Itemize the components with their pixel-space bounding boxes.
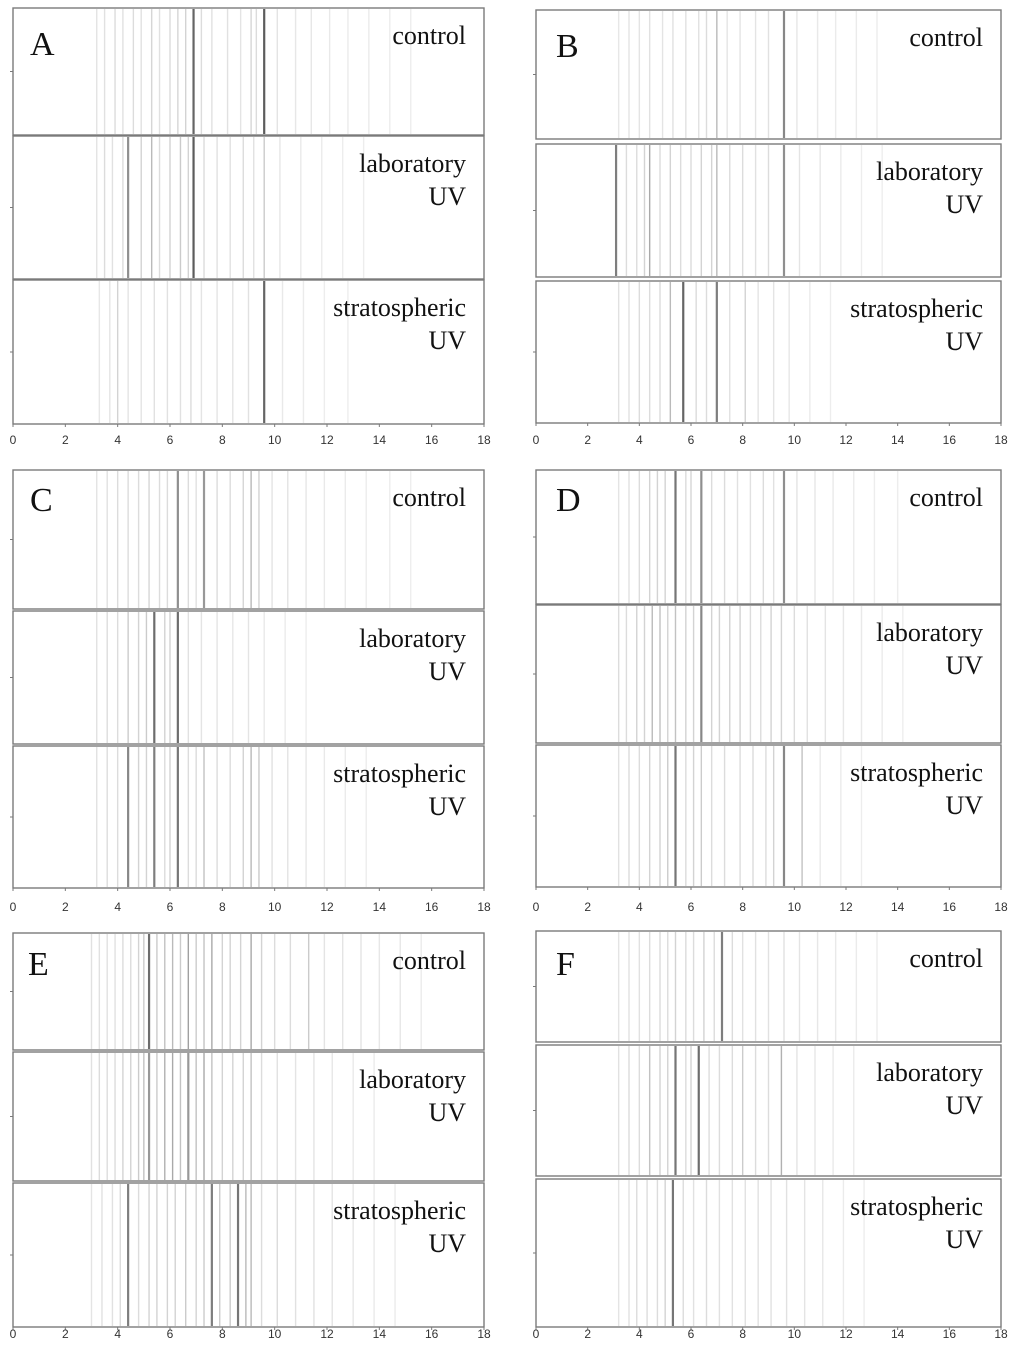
lane (10, 611, 484, 744)
lane-label: stratospheric (850, 758, 983, 787)
panel-e (10, 933, 491, 1341)
lane (533, 10, 1001, 139)
x-tick-label: 10 (267, 433, 282, 447)
lane-label: laboratory (876, 1058, 983, 1087)
lane (10, 1052, 484, 1181)
lane-label: stratospheric (333, 1196, 466, 1225)
lane (533, 745, 1001, 887)
panel-f (533, 931, 1008, 1341)
panel-c (10, 470, 491, 914)
lane (10, 933, 484, 1050)
x-tick-label: 18 (994, 433, 1008, 447)
x-tick-label: 8 (739, 433, 747, 447)
x-tick-label: 0 (532, 900, 540, 914)
lane-label: UV (945, 1091, 983, 1120)
x-tick-label: 0 (532, 1327, 540, 1341)
x-tick-label: 4 (114, 900, 122, 914)
x-tick-label: 16 (424, 433, 439, 447)
x-tick-label: 18 (477, 433, 491, 447)
x-tick-label: 12 (839, 1327, 853, 1341)
x-tick-label: 16 (424, 1327, 439, 1341)
lane (10, 470, 484, 609)
lane-label: UV (428, 182, 466, 211)
lane-label: control (909, 944, 983, 973)
x-tick-label: 14 (372, 1327, 387, 1341)
x-tick-label: 4 (635, 1327, 643, 1341)
panel-a (10, 8, 491, 447)
lane (533, 144, 1001, 277)
x-tick-label: 8 (739, 1327, 747, 1341)
x-tick-label: 12 (320, 1327, 334, 1341)
x-tick-label: 2 (584, 1327, 592, 1341)
panel-letter: D (556, 482, 581, 519)
x-tick-label: 12 (320, 900, 334, 914)
x-tick-label: 2 (61, 900, 69, 914)
panel-letter: A (30, 26, 55, 63)
x-tick-label: 6 (166, 900, 174, 914)
x-tick-label: 12 (839, 900, 853, 914)
x-tick-label: 10 (787, 1327, 802, 1341)
lane (10, 280, 484, 424)
lane (533, 931, 1001, 1042)
x-tick-label: 0 (9, 433, 17, 447)
x-tick-label: 2 (584, 433, 592, 447)
x-tick-label: 0 (9, 900, 17, 914)
x-tick-label: 4 (114, 1327, 122, 1341)
x-tick-label: 6 (166, 1327, 174, 1341)
lane-label: control (392, 946, 466, 975)
x-tick-label: 10 (787, 433, 802, 447)
lane-label: UV (945, 327, 983, 356)
lane (533, 605, 1001, 743)
lane (533, 281, 1001, 423)
x-tick-label: 10 (267, 900, 282, 914)
x-tick-label: 18 (477, 1327, 491, 1341)
lane (533, 470, 1001, 604)
x-tick-label: 4 (635, 900, 643, 914)
lane (10, 746, 484, 888)
lane-label: UV (945, 651, 983, 680)
lane-label: UV (428, 792, 466, 821)
x-tick-label: 12 (839, 433, 853, 447)
x-tick-label: 6 (687, 433, 695, 447)
panel-letter: B (556, 28, 579, 65)
lane (10, 136, 484, 279)
lane-label: control (392, 483, 466, 512)
x-tick-label: 2 (61, 1327, 69, 1341)
lane (10, 1183, 484, 1327)
x-tick-label: 10 (787, 900, 802, 914)
lane-label: stratospheric (850, 1192, 983, 1221)
x-tick-label: 16 (424, 900, 439, 914)
x-tick-label: 14 (890, 1327, 905, 1341)
x-tick-label: 16 (942, 900, 957, 914)
lane-label: laboratory (876, 618, 983, 647)
x-tick-label: 8 (218, 1327, 226, 1341)
lane-label: UV (428, 657, 466, 686)
lane-label: UV (428, 326, 466, 355)
lane-label: UV (428, 1098, 466, 1127)
x-tick-label: 14 (890, 433, 905, 447)
panel-b (533, 10, 1008, 447)
lane-label: stratospheric (333, 759, 466, 788)
x-tick-label: 18 (994, 900, 1008, 914)
x-tick-label: 6 (687, 1327, 695, 1341)
x-tick-label: 16 (942, 433, 957, 447)
lane (533, 1179, 1001, 1327)
x-tick-label: 14 (372, 900, 387, 914)
x-tick-label: 0 (532, 433, 540, 447)
panel-letter: F (556, 946, 575, 983)
lane-label: control (909, 23, 983, 52)
x-tick-label: 8 (218, 433, 226, 447)
lane-label: UV (428, 1229, 466, 1258)
lane (533, 1045, 1001, 1176)
x-tick-label: 14 (890, 900, 905, 914)
lane-label: UV (945, 190, 983, 219)
lane-label: control (392, 21, 466, 50)
lane-label: laboratory (876, 157, 983, 186)
x-tick-label: 8 (218, 900, 226, 914)
x-tick-label: 0 (9, 1327, 17, 1341)
panel-letter: E (28, 946, 49, 983)
lane-label: stratospheric (333, 293, 466, 322)
x-tick-label: 16 (942, 1327, 957, 1341)
lane-label: UV (945, 1225, 983, 1254)
x-tick-label: 6 (687, 900, 695, 914)
x-tick-label: 4 (635, 433, 643, 447)
lane-label: laboratory (359, 149, 466, 178)
lane-label: laboratory (359, 624, 466, 653)
lane-label: laboratory (359, 1065, 466, 1094)
lane-label: control (909, 483, 983, 512)
x-tick-label: 6 (166, 433, 174, 447)
x-tick-label: 14 (372, 433, 387, 447)
x-tick-label: 2 (61, 433, 69, 447)
x-tick-label: 4 (114, 433, 122, 447)
panel-letter: C (30, 482, 53, 519)
x-tick-label: 8 (739, 900, 747, 914)
x-tick-label: 2 (584, 900, 592, 914)
x-tick-label: 18 (477, 900, 491, 914)
x-tick-label: 12 (320, 433, 334, 447)
lane (10, 8, 484, 135)
panel-d (533, 470, 1008, 914)
x-tick-label: 18 (994, 1327, 1008, 1341)
lane-label: UV (945, 791, 983, 820)
lane-label: stratospheric (850, 294, 983, 323)
x-tick-label: 10 (267, 1327, 282, 1341)
